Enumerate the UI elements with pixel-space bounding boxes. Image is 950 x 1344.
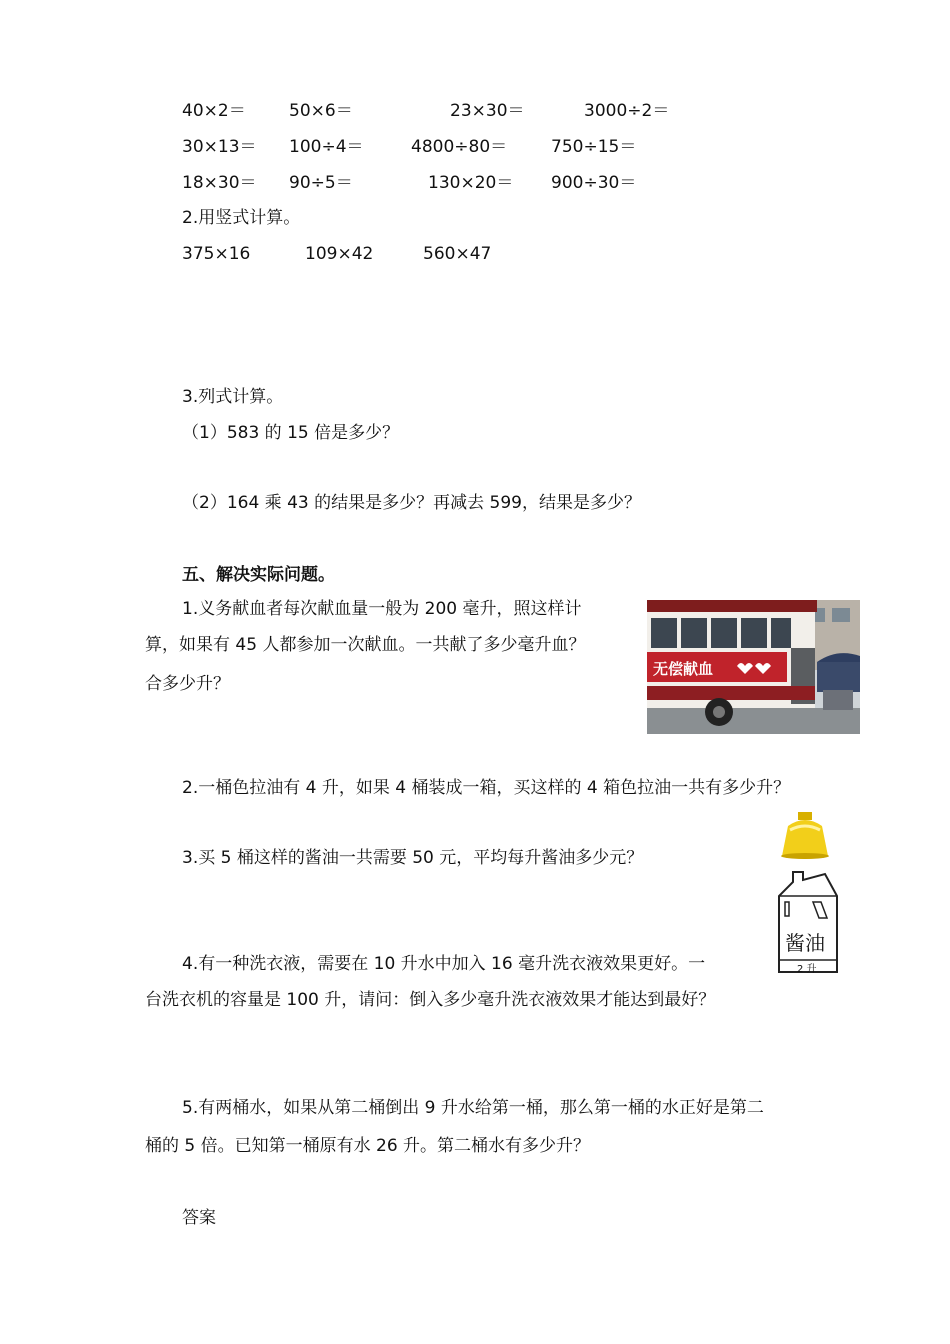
- soy-sauce-jug-icon: [777, 868, 841, 978]
- arith-item: 750÷15＝: [551, 137, 637, 157]
- problem-1-line-1: 1.义务献血者每次献血量一般为 200 毫升，照这样计: [182, 599, 582, 619]
- problem-2: 2.一桶色拉油有 4 升，如果 4 桶装成一箱，买这样的 4 箱色拉油一共有多少升？: [182, 778, 791, 798]
- blood-bus-photo: [647, 600, 860, 734]
- problem-1-line-2: 算，如果有 45 人都参加一次献血。一共献了多少毫升血？: [145, 635, 586, 655]
- arith-item: 30×13＝: [182, 137, 257, 157]
- oil-bottle-icon: [776, 812, 834, 860]
- arith-item: 40×2＝: [182, 101, 246, 121]
- vertical-calc-item: 560×47: [423, 244, 492, 264]
- arith-item: 100÷4＝: [289, 137, 364, 157]
- problem-1-line-3: 合多少升？: [145, 674, 230, 694]
- jug-volume-text: 2 升: [797, 964, 817, 975]
- problem-5-line-2: 桶的 5 倍。已知第一桶原有水 26 升。第二桶水有多少升？: [145, 1136, 591, 1156]
- arith-item: 23×30＝: [450, 101, 525, 121]
- arith-item: 90÷5＝: [289, 173, 353, 193]
- arith-item: 3000÷2＝: [584, 101, 670, 121]
- arith-item: 18×30＝: [182, 173, 257, 193]
- bus-sign-text: 无偿献血: [653, 660, 714, 678]
- problem-4-line-1: 4.有一种洗衣液，需要在 10 升水中加入 16 毫升洗衣液效果更好。一: [182, 954, 706, 974]
- section-5-title: 五、解决实际问题。: [182, 565, 335, 585]
- question-3-title: 3.列式计算。: [182, 387, 284, 407]
- vertical-calc-item: 109×42: [305, 244, 374, 264]
- question-2-title: 2.用竖式计算。: [182, 208, 301, 228]
- arith-item: 4800÷80＝: [411, 137, 508, 157]
- arith-item: 900÷30＝: [551, 173, 637, 193]
- problem-4-line-2: 台洗衣机的容量是 100 升，请问：倒入多少毫升洗衣液效果才能达到最好？: [145, 990, 716, 1010]
- question-3-part-2: （2）164 乘 43 的结果是多少？再减去 599，结果是多少？: [182, 493, 641, 513]
- jug-label-text: 酱油: [785, 931, 825, 955]
- problem-5-line-1: 5.有两桶水，如果从第二桶倒出 9 升水给第一桶，那么第一桶的水正好是第二: [182, 1098, 764, 1118]
- answer-heading: 答案: [182, 1208, 216, 1228]
- arith-item: 130×20＝: [428, 173, 514, 193]
- vertical-calc-item: 375×16: [182, 244, 251, 264]
- problem-3: 3.买 5 桶这样的酱油一共需要 50 元，平均每升酱油多少元？: [182, 848, 644, 868]
- question-3-part-1: （1）583 的 15 倍是多少？: [182, 423, 400, 443]
- arith-item: 50×6＝: [289, 101, 353, 121]
